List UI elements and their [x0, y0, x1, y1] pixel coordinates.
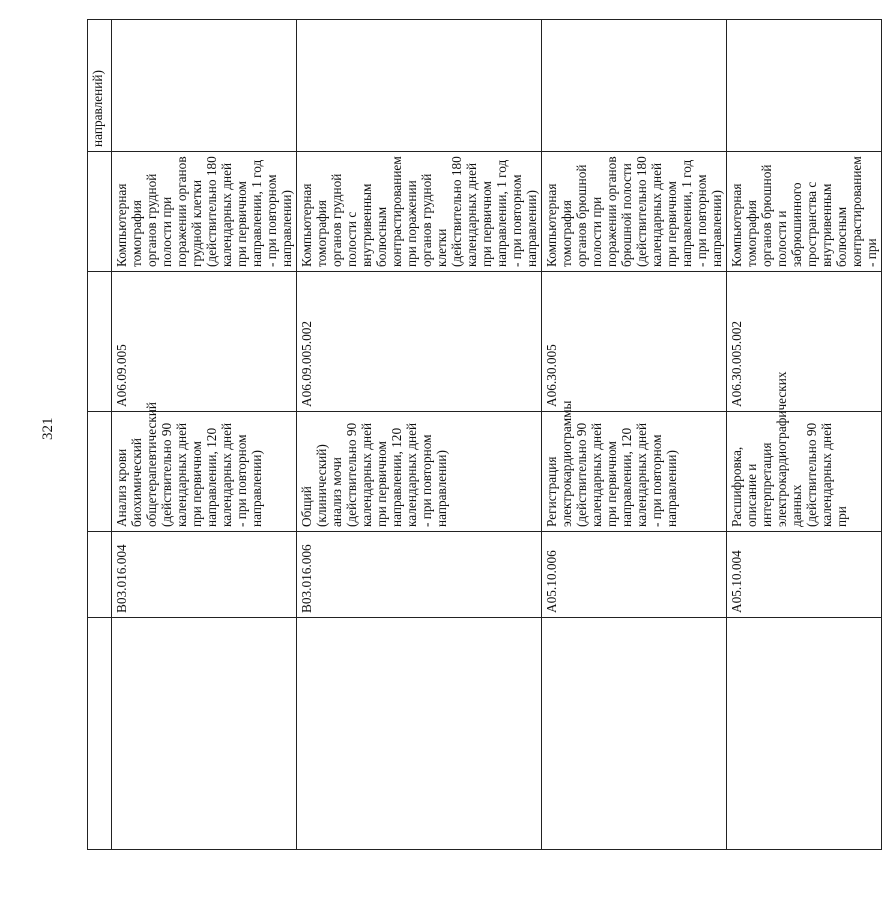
table-row — [112, 20, 297, 850]
table-row — [88, 20, 112, 850]
service-code-cell: A06.09.005 — [112, 272, 297, 412]
service-code-cell: A05.10.004 — [727, 532, 882, 618]
table-cell-empty — [727, 20, 882, 152]
service-name-cell: Общий (клинический) анализ мочи (действительно 90 календарных дней при первичном направлении, 120 календарных дней - при повторном направлении) — [297, 412, 542, 532]
table-cell-empty — [88, 412, 112, 532]
table-cell-empty — [88, 152, 112, 272]
table-row — [297, 20, 542, 850]
table-cell-empty — [297, 618, 542, 850]
table-row — [542, 20, 727, 850]
services-table — [87, 19, 882, 850]
page-number: 321 — [40, 417, 56, 440]
service-name-cell: Компьютерная томография органов брюшной полости и забрюшинного пространства с внутривенным болюсным контрастированием - при — [727, 152, 882, 272]
service-code-cell: A06.30.005 — [542, 272, 727, 412]
service-name-cell: Анализ крови биохимический общетерапевтический (действительно 90 календарных дней при первичном направлении, 120 календарных дней - при повторном направлении) — [112, 412, 297, 532]
table-cell-empty — [542, 618, 727, 850]
table-cell-empty — [727, 618, 882, 850]
rotated-table-container — [87, 20, 879, 850]
service-name-cell: Компьютерная томография органов грудной полости с внутривенным болюсным контрастированием при поражении органов грудной клетки (действительно 180 календарных дней при первичном направлении, 1 год - при повторном направлении) — [297, 152, 542, 272]
service-name-cell: Компьютерная томография органов брюшной полости при поражении органов брюшной полости (действительно 180 календарных дней при первичном направлении, 1 год - при повторном направлении) — [542, 152, 727, 272]
service-code-cell: A06.09.005.002 — [297, 272, 542, 412]
table-cell-empty — [112, 618, 297, 850]
service-name-cell: Расшифровка, описание и интерпретация электрокардиографических данных (действительно 90 календарных дней при — [727, 412, 882, 532]
table-cell-empty — [542, 20, 727, 152]
table-cell-empty — [112, 20, 297, 152]
table-cell-empty — [88, 272, 112, 412]
service-code-cell: B03.016.006 — [297, 532, 542, 618]
service-name-cell: Регистрация электрокардиограммы (действительно 90 календарных дней при первичном направлении, 120 календарных дней - при повторном направлении) — [542, 412, 727, 532]
table-cell-empty — [88, 618, 112, 850]
service-name-cell: Компьютерная томография органов грудной полости при поражении органов грудной клетки (действительно 180 календарных дней при первичном направлении, 1 год - при повторном направлении) — [112, 152, 297, 272]
service-code-cell: B03.016.004 — [112, 532, 297, 618]
table-cell-empty — [88, 532, 112, 618]
table-header-cell: направлений) — [88, 20, 112, 152]
service-code-cell: A06.30.005.002 — [727, 272, 882, 412]
service-code-cell: A05.10.006 — [542, 532, 727, 618]
table-cell-empty — [297, 20, 542, 152]
table-row — [727, 20, 882, 850]
